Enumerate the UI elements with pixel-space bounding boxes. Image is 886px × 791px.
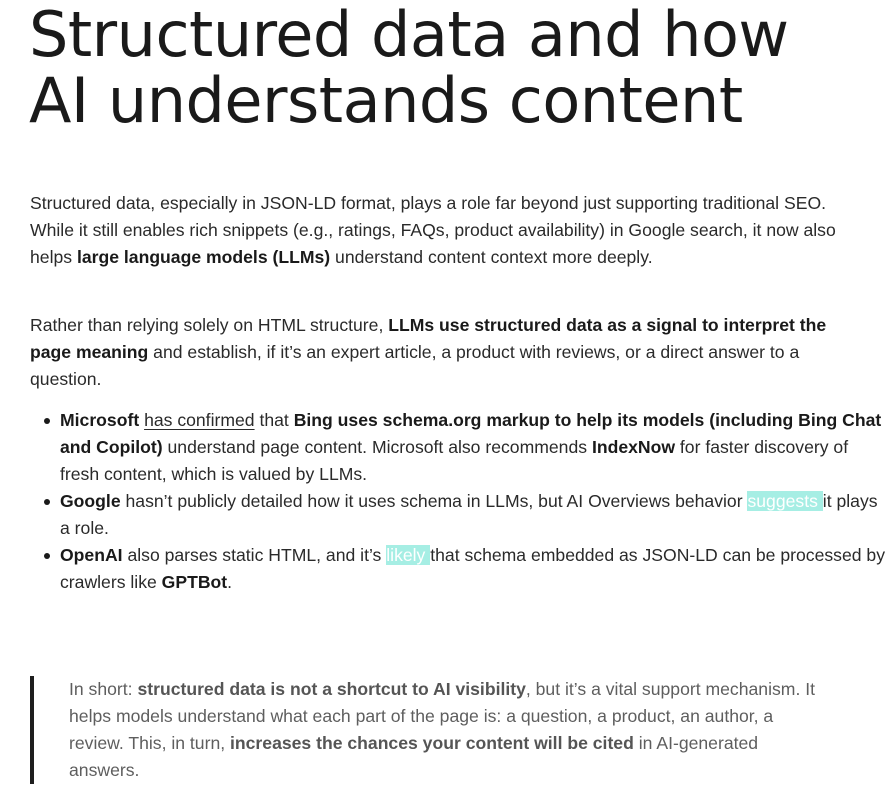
summary-blockquote: [30, 676, 830, 784]
vendor-bullet-list: [30, 407, 886, 596]
microsoft-text-3: for faster discovery of fresh content, which is valued by LLMs.: [60, 437, 849, 484]
quote-text-2: , but it’s a vital support mechanism. It helps models understand what each part of the page is: a question, a product, an author, a review. This, in turn,: [69, 679, 815, 753]
gptbot-bold: GPTBot: [161, 572, 228, 592]
openai-label: OpenAI: [60, 545, 123, 565]
intro-text-2: understand content context more deeply.: [330, 247, 653, 267]
quote-bold-1: structured data is not a shortcut to AI visibility: [137, 679, 526, 699]
para2-bold: LLMs use structured data as a signal to interpret the page meaning: [30, 315, 827, 362]
list-item-google: [60, 488, 886, 542]
likely-highlight: likely: [386, 545, 431, 565]
microsoft-label: Microsoft: [60, 410, 140, 430]
quote-text-1: In short:: [69, 679, 138, 699]
llm-signal-paragraph: [30, 312, 854, 393]
openai-text-2: that schema embedded as JSON-LD can be processed by crawlers like: [60, 545, 885, 592]
list-item-microsoft: [60, 407, 886, 488]
intro-paragraph: [30, 190, 854, 271]
microsoft-text-1: that: [254, 410, 294, 430]
list-item-openai: [60, 542, 886, 596]
intro-text-1: Structured data, especially in JSON-LD format, plays a role far beyond just supporting traditional SEO. While it still enables rich snippets (e.g., ratings, FAQs, product availability) in Google search, it now also helps: [30, 193, 836, 267]
has-confirmed-link[interactable]: has confirmed: [144, 410, 255, 430]
para2-text-1: Rather than relying solely on HTML structure,: [30, 315, 389, 335]
google-label: Google: [60, 491, 121, 511]
openai-text-3: .: [227, 572, 233, 592]
page-title: Structured data and how AI understands content: [29, 0, 789, 137]
blockquote-text: [34, 676, 830, 784]
quote-text-3: in AI-generated answers.: [69, 733, 759, 780]
google-text-1: hasn’t publicly detailed how it uses schema in LLMs, but AI Overviews behavior: [120, 491, 748, 511]
intro-bold-llms: large language models (LLMs): [76, 247, 331, 267]
microsoft-bold-bing: Bing uses schema.org markup to help its models (including Bing Chat and Copilot): [60, 410, 882, 457]
openai-text-1: also parses static HTML, and it’s: [122, 545, 387, 565]
suggests-highlight: suggests: [747, 491, 823, 511]
microsoft-text-2: understand page content. Microsoft also recommends: [162, 437, 592, 457]
google-text-2: it plays a role.: [60, 491, 878, 538]
quote-bold-2: increases the chances your content will be cited: [230, 733, 634, 753]
indexnow-bold: IndexNow: [591, 437, 676, 457]
para2-text-2: and establish, if it’s an expert article, a product with reviews, or a direct answer to a question.: [30, 342, 800, 389]
